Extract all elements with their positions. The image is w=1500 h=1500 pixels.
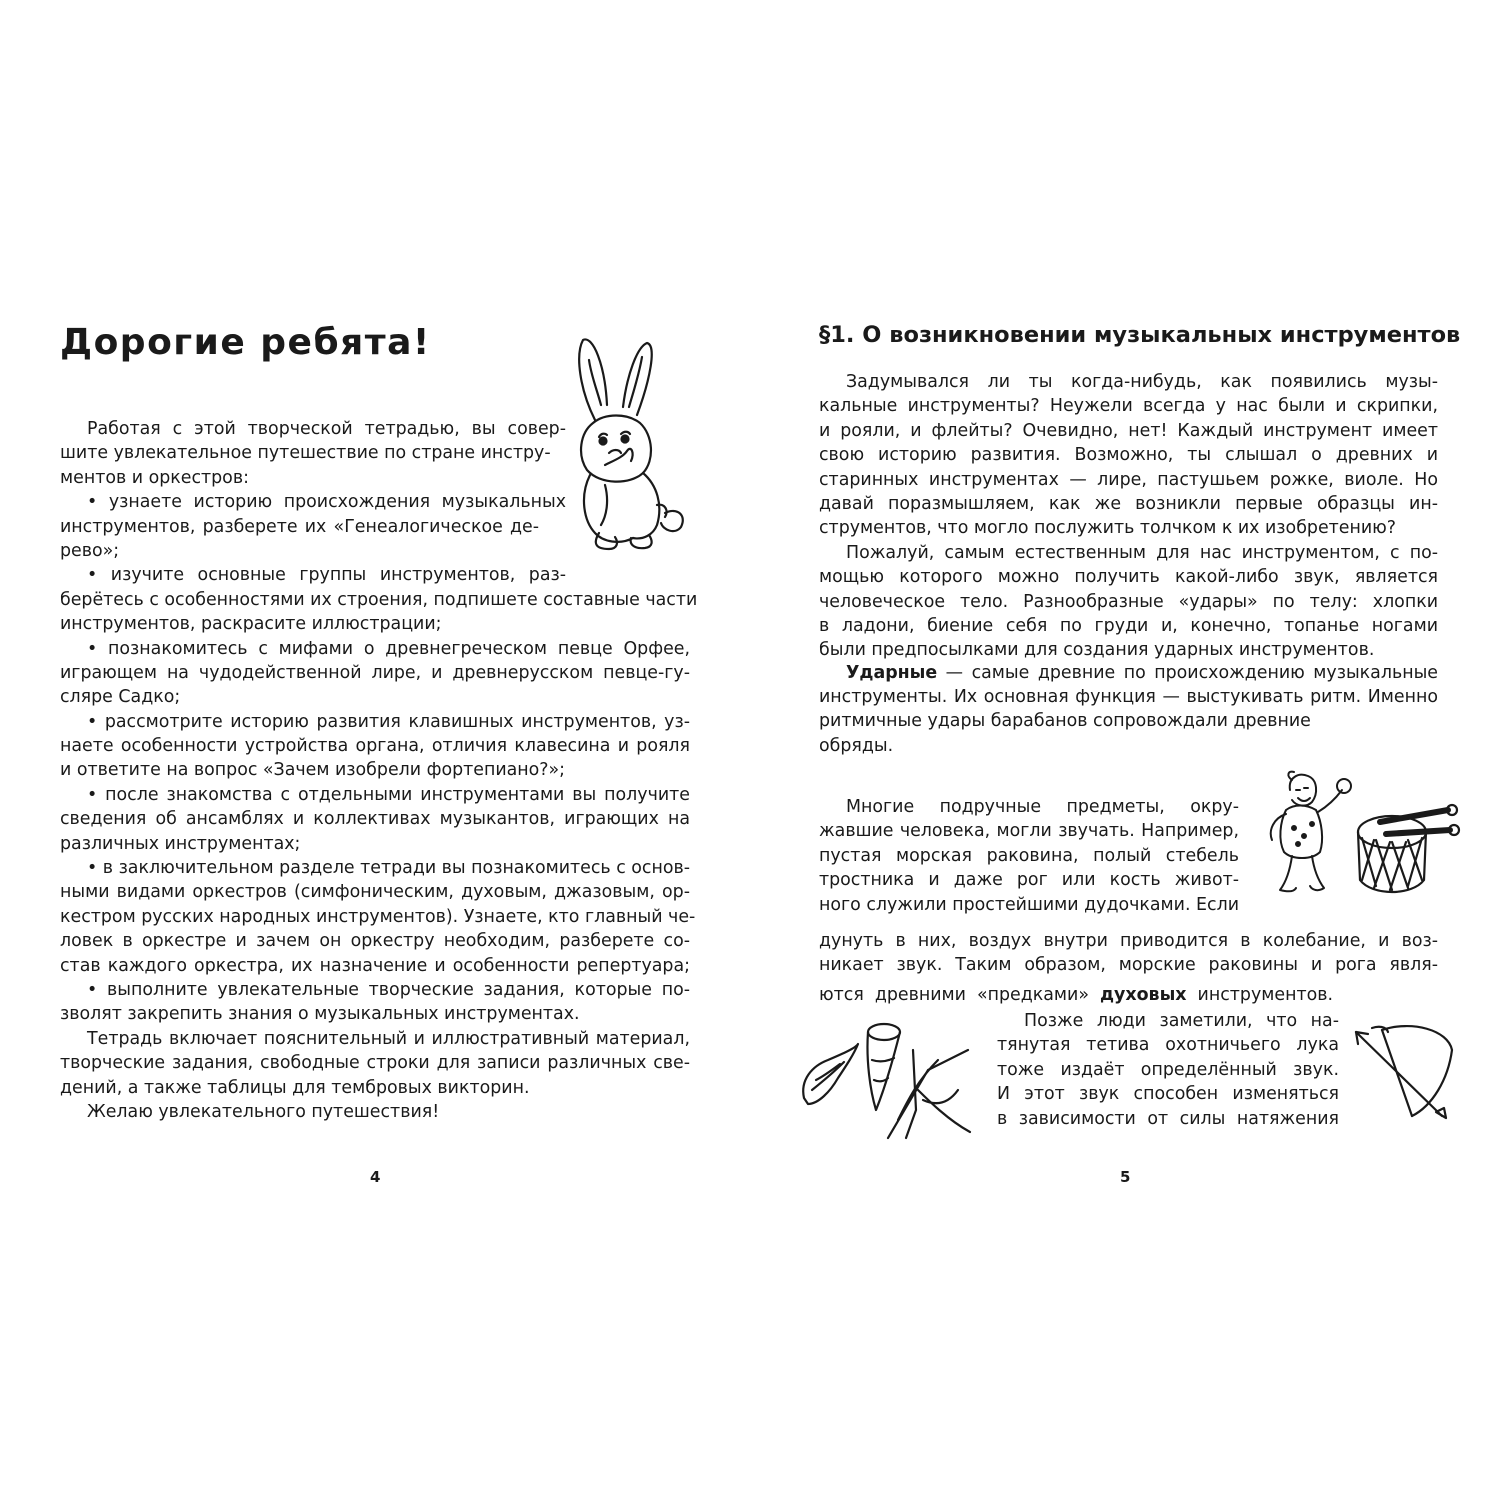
- text-line: берётесь с особенностями их строения, подпишете составные части: [60, 589, 698, 610]
- text-line: человеческое тело. Разнообразные «удары» по телу: хлопки: [819, 591, 1438, 612]
- text-line: став каждого оркестра, их назначение и особенности репертуара;: [60, 955, 690, 976]
- text-line: Тетрадь включает пояснительный и иллюстративный материал,: [87, 1028, 690, 1049]
- left-page-title: Дорогие ребята!: [60, 322, 431, 363]
- text-line: в зависимости от силы натяжения: [997, 1108, 1339, 1129]
- bow-paragraph: [997, 1009, 1339, 1131]
- text-line: тянутая тетива охотничьего лука: [997, 1035, 1339, 1056]
- udarnye-term: Ударные: [846, 663, 938, 683]
- text-line: различных инструментах;: [60, 833, 301, 854]
- text-line: рево»;: [60, 540, 120, 561]
- drum-illustration: [1352, 800, 1462, 900]
- text-line: старинных инструментах — лире, пастушьем рожке, виоле. Но: [819, 469, 1438, 490]
- udarnye-rest: — самые древние по происхождению музыкальные: [937, 663, 1438, 683]
- text-line: Работая с этой творческой тетрадью, вы совер-: [87, 419, 566, 439]
- text-line: шите увлекательное путешествие по стране инстру-: [60, 443, 551, 464]
- text-line: обряды.: [819, 735, 894, 756]
- text-line: ными видами оркестров (симфоническим, духовым, джазовым, ор-: [60, 882, 690, 903]
- text-line: были предпосылками для создания ударных инструментов.: [819, 640, 1375, 661]
- text-line: • изучите основные группы инструментов, раз-: [87, 565, 566, 586]
- text-line: творческие задания, свободные строки для записи различных све-: [60, 1053, 690, 1074]
- text-line: наете особенности устройства органа, отличия клавесина и рояля: [60, 736, 690, 757]
- text-line: ного служили простейшими дудочками. Если: [819, 894, 1239, 915]
- udarnye-paragraph-cont: [819, 685, 1438, 758]
- text-line: Желаю увлекательного путешествия!: [87, 1101, 440, 1122]
- text-line: и рояли, и флейты? Очевидно, нет! Каждый инструмент имеет: [819, 420, 1438, 441]
- wind-paragraph-last: ются древними «предками» духовых инструментов.: [819, 985, 1333, 1005]
- text-line: ритмичные удары барабанов сопровождали древние: [819, 711, 1311, 732]
- shell-horn-reed-illustration: [798, 1020, 978, 1140]
- text-line: • узнаете историю происхождения музыкальных: [87, 492, 566, 513]
- text-line: Задумывался ли ты когда-нибудь, как появились музы-: [846, 372, 1438, 392]
- text-line: И этот звук способен изменяться: [997, 1084, 1339, 1105]
- text-line: играющем на чудодейственной лире, и древнерусском певце-гу-: [60, 662, 690, 683]
- text-line: тоже издаёт определённый звук.: [997, 1059, 1339, 1080]
- text-line: инструментов, раскрасите иллюстрации;: [60, 614, 442, 635]
- text-line: Многие подручные предметы, окру-: [846, 797, 1239, 817]
- text-line: дунуть в них, воздух внутри приводится в колебание, и воз-: [819, 931, 1438, 951]
- text-line: давай поразмышляем, как же возникли первые образцы ин-: [819, 493, 1438, 514]
- udarnye-paragraph: [819, 661, 1438, 685]
- text-line: тростника и даже рог или кость живот-: [819, 870, 1239, 891]
- text-line: • познакомитесь с мифами о древнегреческом певце Орфее,: [87, 638, 690, 659]
- text-line: ментов и оркестров:: [60, 467, 249, 488]
- text-line: • после знакомства с отдельными инструментами вы получите: [87, 784, 690, 805]
- duhovye-term: духовых: [1100, 985, 1187, 1005]
- text-line: зволят закрепить знания о музыкальных инструментах.: [60, 1004, 580, 1025]
- text-line: мощью которого можно получить какой-либо звук, является: [819, 567, 1438, 588]
- text-line: никает звук. Таким образом, морские раковины и рога явля-: [819, 955, 1438, 976]
- text-line: и ответите на вопрос «Зачем изобрели фортепиано?»;: [60, 760, 566, 781]
- right-page-body: [819, 370, 1438, 663]
- text-line: Позже люди заметили, что на-: [1024, 1011, 1339, 1031]
- text-line: жавшие человека, могли звучать. Например,: [819, 821, 1239, 842]
- text-line: дений, а также таблицы для тембровых викторин.: [60, 1077, 530, 1098]
- bow-arrow-illustration: [1352, 1020, 1457, 1120]
- text-line: свою историю развития. Возможно, ты слышал о древних и: [819, 445, 1438, 466]
- text-line: • рассмотрите историю развития клавишных инструментов, уз-: [87, 711, 690, 732]
- text-line: инструментов, разберете их «Генеалогическое де-: [60, 516, 539, 537]
- wind-paragraph: [819, 795, 1239, 917]
- wind-paragraph-cont: [819, 929, 1438, 978]
- text-line: в ладони, биение себя по груди и, конечно, топанье ногами: [819, 615, 1438, 636]
- right-page-title: §1. О возникновении музыкальных инструментов: [819, 322, 1461, 348]
- page-number-left: 4: [370, 1168, 381, 1186]
- text-line: ловек в оркестре и зачем он оркестру необходим, разберете со-: [60, 931, 690, 952]
- caveman-illustration: [1262, 770, 1354, 898]
- text-line: струментов, что могло послужить толчком к их изобретению?: [819, 518, 1397, 539]
- text-line: кестром русских народных инструментов). Узнаете, кто главный че-: [60, 906, 696, 927]
- left-page-body: [60, 417, 698, 1124]
- text-line: кальные инструменты? Неужели всегда у нас были и скрипки,: [819, 396, 1438, 417]
- text-line: • выполните увлекательные творческие задания, которые по-: [87, 979, 690, 1000]
- text-line: • в заключительном разделе тетради вы познакомитесь с основ-: [87, 858, 691, 879]
- page-number-right: 5: [1120, 1168, 1131, 1186]
- text-line: пустая морская раковина, полый стебель: [819, 845, 1239, 866]
- text-line: инструменты. Их основная функция — выстукивать ритм. Именно: [819, 687, 1438, 707]
- text-line: сведения об ансамблях и коллективах музыкантов, играющих на: [60, 809, 690, 830]
- text-line: сляре Садко;: [60, 687, 181, 708]
- text-line: Пожалуй, самым естественным для нас инструментом, с по-: [846, 542, 1438, 563]
